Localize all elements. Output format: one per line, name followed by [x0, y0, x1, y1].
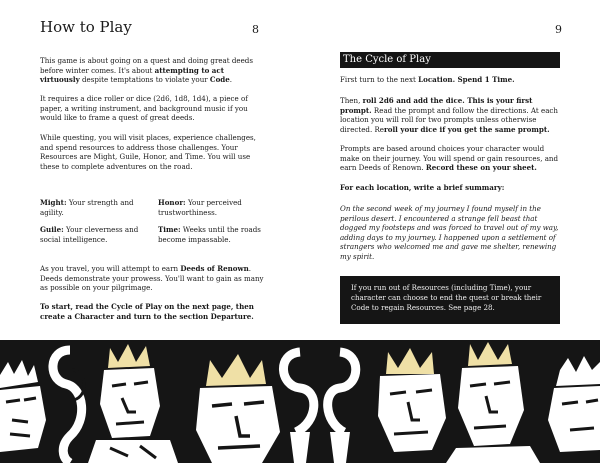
cycle-of-play-heading: The Cycle of Play [340, 52, 560, 68]
page-title: How to Play [40, 18, 132, 36]
left-page [0, 0, 300, 340]
page-number-left: 8 [252, 23, 259, 36]
step-roll-dice: Then, roll 2d6 and add the dice. This is your first prompt. Read the prompt and follow the directions. At each location you will roll for two prompts unless otherwise directed. Reroll your dice if you get the same prompt. [340, 96, 558, 134]
step-turn-location: First turn to the next Location. Spend 1 Time. [340, 75, 515, 84]
step-summary: For each location, write a brief summary: [340, 183, 505, 192]
page-number-right: 9 [555, 23, 562, 36]
start-instructions: To start, read the Cycle of Play on the next page, then create a Character and turn to the section Departure. [40, 302, 254, 321]
woodcut-illustration [0, 340, 600, 463]
resource-time: Time: Weeks until the roads become impassable. [158, 225, 261, 244]
example-summary: On the second week of my journey I found myself in the perilous desert. I encountered a strange fell beast that dogged my footsteps and was forced to travel out of my way, adding days to my journey. I happened upon a settlement of strangers who welcomed me and gave me shelter, renewing my spirit. [340, 204, 559, 261]
intro-paragraph: This game is about going on a quest and doing great deeds before winter comes. It's about attempting to act virtuously despite temptations to violate your Code. [40, 56, 253, 85]
resource-guile: Guile: Your cleverness and social intelligence. [40, 225, 139, 244]
resource-honor: Honor: Your perceived trustworthiness. [158, 198, 242, 217]
resource-might: Might: Your strength and agility. [40, 198, 134, 217]
out-of-resources-note: If you run out of Resources (including Time), your character can choose to end the quest or break their Code to regain Resources. See page 28. [340, 276, 560, 324]
resources-paragraph: While questing, you will visit places, experience challenges, and spend resources to address those challenges. Your Resources are Might, Guile, Honor, and Time. You will use these to complete adventures on the road. [40, 133, 256, 171]
requirements-paragraph: It requires a dice roller or dice (2d6, 1d8, 1d4), a piece of paper, a writing instrument, and background music if you would like to frame a quest of great deeds. [40, 94, 248, 123]
resources-grid [40, 198, 275, 244]
deeds-paragraph: As you travel, you will attempt to earn Deeds of Renown. Deeds demonstrate your prowess. You'll want to gain as many as possible on your pilgrimage. [40, 264, 264, 293]
step-prompts: Prompts are based around choices your character would make on their journey. You will spend or gain resources, and earn Deeds of Renown. Record these on your sheet. [340, 144, 559, 173]
